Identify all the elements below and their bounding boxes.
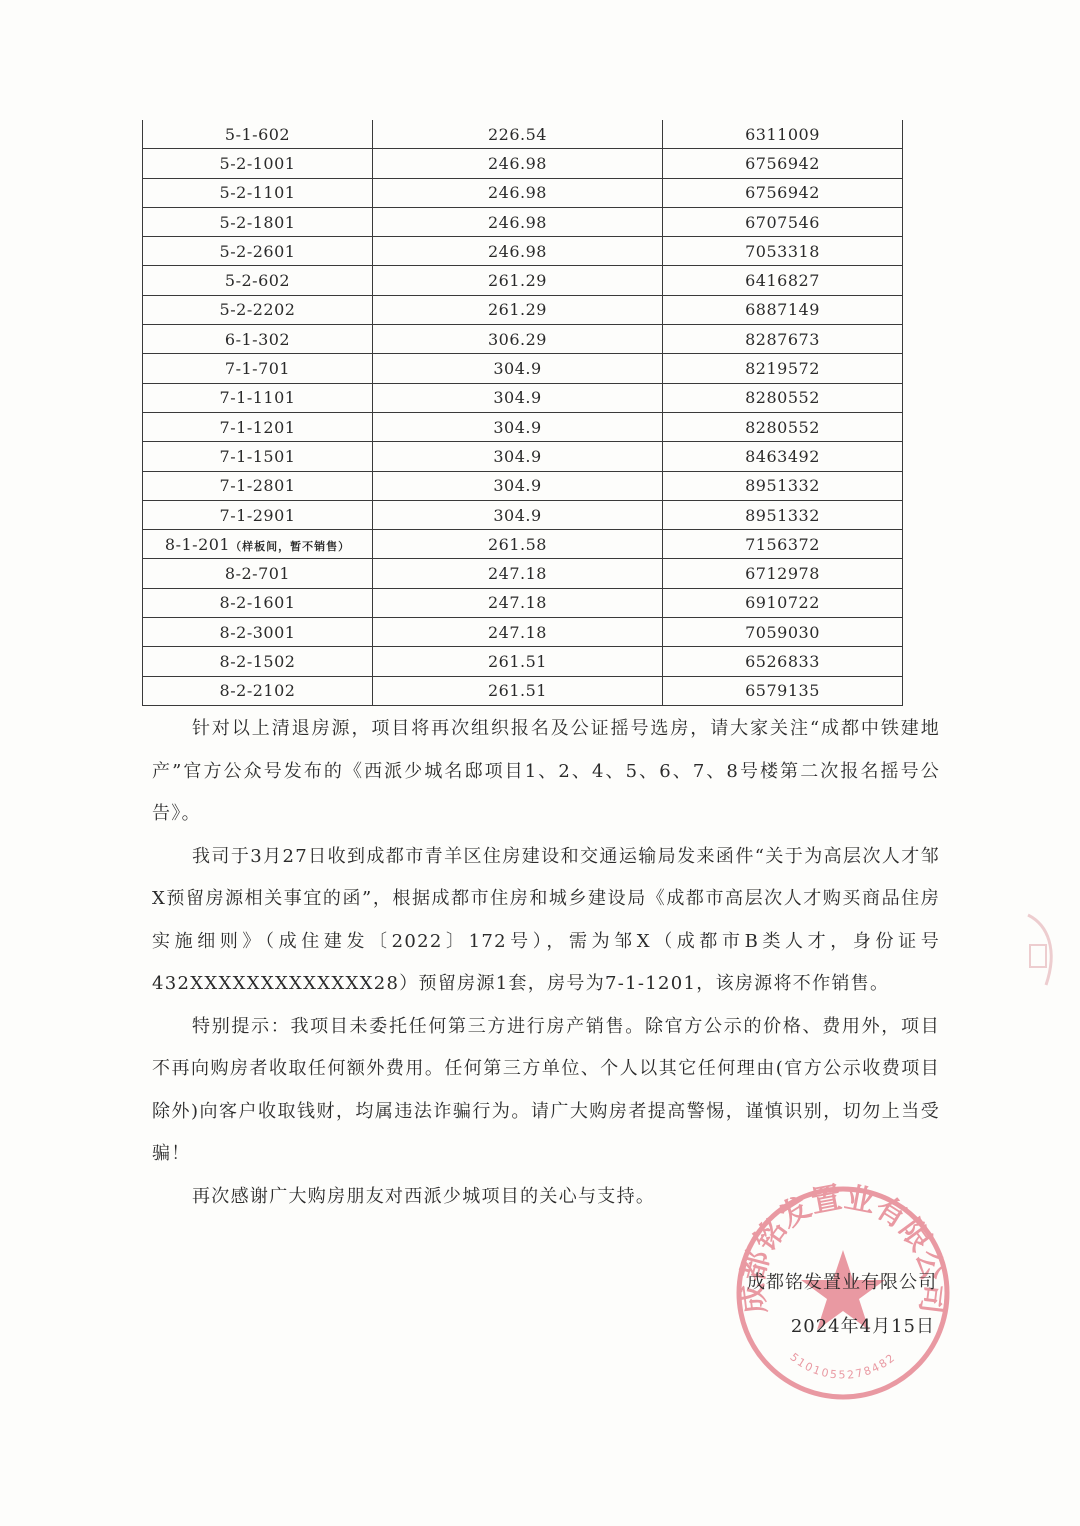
table-row xyxy=(143,647,903,676)
room-number-cell xyxy=(143,354,373,383)
room-number: 7-1-1101 xyxy=(219,388,296,408)
area-cell: 304.9 xyxy=(373,383,663,412)
area-cell: 261.58 xyxy=(373,530,663,559)
price-cell: 6707546 xyxy=(663,207,903,236)
area-cell: 261.29 xyxy=(373,295,663,324)
paragraph-reserved-unit: 我司于3月27日收到成都市青羊区住房建设和交通运输局发来函件“关于为高层次人才邹X预留房源相关事宜的函”，根据成都市住房和城乡建设局《成都市高层次人才购买商品住房实施细则》（成住建发〔2022〕172号），需为邹X（成都市B类人才，身份证号432XXXXXXXXXXXXX28）预留房源1套，房号为7-1-1201，该房源将不作销售。 xyxy=(152,845,940,994)
paragraph-fraud-warning: 特别提示：我项目未委托任何第三方进行房产销售。除官方公示的价格、费用外，项目不再向购房者收取任何额外费用。任何第三方单位、个人以其它任何理由(官方公示收费项目除外)向客户收取钱财，均属违法诈骗行为。请广大购房者提高警惕，谨慎识别，切勿上当受骗！ xyxy=(152,1015,940,1164)
room-number-cell xyxy=(143,471,373,500)
room-number-cell xyxy=(143,647,373,676)
area-cell: 304.9 xyxy=(373,354,663,383)
price-cell: 8280552 xyxy=(663,412,903,441)
table-row xyxy=(143,412,903,441)
table-row xyxy=(143,149,903,178)
signature-company: 成都铭发置业有限公司 xyxy=(747,1272,937,1293)
room-number: 6-1-302 xyxy=(224,329,291,349)
price-cell: 6526833 xyxy=(663,647,903,676)
room-number-cell xyxy=(143,383,373,412)
room-number: 5-2-1801 xyxy=(219,212,296,232)
price-cell: 6756942 xyxy=(663,178,903,207)
seal-number: 5101055278482 xyxy=(787,1350,899,1382)
svg-text:5101055278482 xyxy=(788,1350,899,1381)
signature-date: 2024年4月15日 xyxy=(790,1316,935,1337)
table-row xyxy=(143,325,903,354)
room-number-cell xyxy=(143,207,373,236)
area-cell: 304.9 xyxy=(373,500,663,529)
area-cell: 246.98 xyxy=(373,178,663,207)
room-number-cell xyxy=(143,266,373,295)
price-cell: 6311009 xyxy=(663,120,903,149)
area-cell: 261.51 xyxy=(373,647,663,676)
room-number: 8-2-701 xyxy=(224,564,291,584)
room-number-cell xyxy=(143,120,373,149)
price-cell: 6712978 xyxy=(663,559,903,588)
price-cell: 6887149 xyxy=(663,295,903,324)
area-cell: 306.29 xyxy=(373,325,663,354)
room-number-cell xyxy=(143,295,373,324)
room-number-cell xyxy=(143,530,373,559)
notice-body xyxy=(152,708,940,1218)
table-row xyxy=(143,178,903,207)
room-number-cell xyxy=(143,442,373,471)
table-row xyxy=(143,559,903,588)
room-number: 7-1-2801 xyxy=(219,476,296,496)
table-row xyxy=(143,207,903,236)
room-number-cell xyxy=(143,412,373,441)
room-number: 7-1-2901 xyxy=(219,505,296,525)
table-row xyxy=(143,500,903,529)
room-number-cell xyxy=(143,588,373,617)
room-number-cell xyxy=(143,618,373,647)
price-cell: 8951332 xyxy=(663,500,903,529)
room-number: 8-1-201 xyxy=(164,534,231,554)
area-cell: 304.9 xyxy=(373,471,663,500)
area-cell: 304.9 xyxy=(373,412,663,441)
price-cell: 6756942 xyxy=(663,149,903,178)
price-cell: 8951332 xyxy=(663,471,903,500)
area-cell: 226.54 xyxy=(373,120,663,149)
table-row xyxy=(143,618,903,647)
price-cell: 6416827 xyxy=(663,266,903,295)
table-row xyxy=(143,237,903,266)
area-cell: 247.18 xyxy=(373,588,663,617)
price-cell: 7156372 xyxy=(663,530,903,559)
table-row xyxy=(143,295,903,324)
table-row xyxy=(143,120,903,149)
price-cell: 8219572 xyxy=(663,354,903,383)
area-cell: 246.98 xyxy=(373,149,663,178)
room-price-table xyxy=(142,120,903,706)
area-cell: 304.9 xyxy=(373,442,663,471)
room-number-cell xyxy=(143,237,373,266)
room-number-cell xyxy=(143,178,373,207)
room-number-cell xyxy=(143,500,373,529)
table-row xyxy=(143,442,903,471)
room-number-cell xyxy=(143,149,373,178)
room-number: 5-1-602 xyxy=(224,124,291,144)
price-cell: 8287673 xyxy=(663,325,903,354)
room-number: 5-2-2202 xyxy=(219,300,296,320)
area-cell: 246.98 xyxy=(373,207,663,236)
room-number: 5-2-1001 xyxy=(219,153,296,173)
area-cell: 261.51 xyxy=(373,676,663,705)
paragraph-relottery: 针对以上清退房源，项目将再次组织报名及公证摇号选房，请大家关注“成都中铁建地产”官方公众号发布的《西派少城名邸项目1、2、4、5、6、7、8号楼第二次报名摇号公告》。 xyxy=(152,718,940,824)
table-row xyxy=(143,530,903,559)
table-row xyxy=(143,588,903,617)
table-row xyxy=(143,266,903,295)
room-number-cell xyxy=(143,325,373,354)
room-number: 5-2-602 xyxy=(224,271,291,291)
room-number: 5-2-2601 xyxy=(219,241,296,261)
table-row xyxy=(143,471,903,500)
price-cell: 8463492 xyxy=(663,442,903,471)
area-cell: 246.98 xyxy=(373,237,663,266)
price-cell: 8280552 xyxy=(663,383,903,412)
room-number-cell xyxy=(143,676,373,705)
room-note: （样板间，暂不销售） xyxy=(230,539,351,553)
price-cell: 6579135 xyxy=(663,676,903,705)
table-row xyxy=(143,676,903,705)
room-number: 8-2-1601 xyxy=(219,593,296,613)
room-number: 7-1-701 xyxy=(224,359,291,379)
faint-seal-mark xyxy=(1008,905,1068,995)
room-number: 5-2-1101 xyxy=(219,183,296,203)
area-cell: 247.18 xyxy=(373,559,663,588)
room-number: 7-1-1501 xyxy=(219,446,296,466)
price-cell: 7059030 xyxy=(663,618,903,647)
price-cell: 6910722 xyxy=(663,588,903,617)
room-number-cell xyxy=(143,559,373,588)
area-cell: 247.18 xyxy=(373,618,663,647)
seal-text: 成都铭发置业有限公司 xyxy=(734,1180,952,1316)
table-row xyxy=(143,354,903,383)
room-number: 8-2-2102 xyxy=(219,681,296,701)
price-cell: 7053318 xyxy=(663,237,903,266)
room-number: 7-1-1201 xyxy=(219,417,296,437)
paragraph-thanks: 再次感谢广大购房朋友对西派少城项目的关心与支持。 xyxy=(192,1185,656,1207)
room-number: 8-2-3001 xyxy=(219,622,296,642)
room-number: 8-2-1502 xyxy=(219,651,296,671)
table-row xyxy=(143,383,903,412)
area-cell: 261.29 xyxy=(373,266,663,295)
